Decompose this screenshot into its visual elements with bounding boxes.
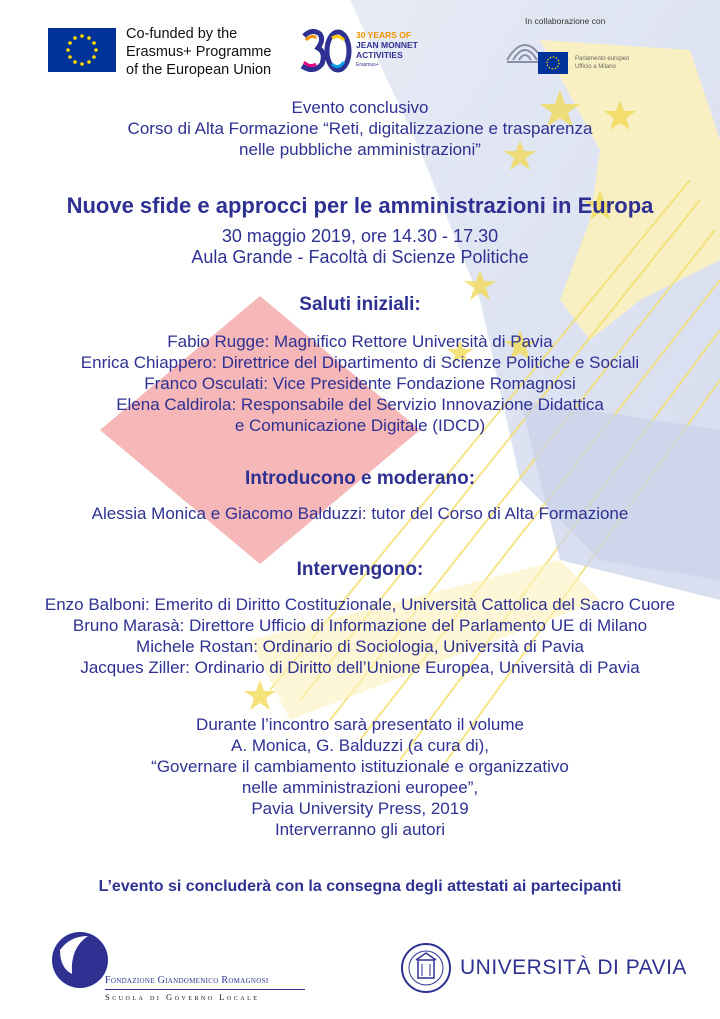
eu-funding-line: Co-funded by the bbox=[126, 26, 238, 42]
book-line: Pavia University Press, 2019 bbox=[251, 799, 469, 818]
moderators-line: Alessia Monica e Giacomo Balduzzi: tutor del Corso di Alta Formazione bbox=[91, 504, 629, 523]
greeting-line: Elena Caldirola: Responsabile del Servizio Innovazione Didattica bbox=[116, 395, 604, 414]
greeting-line: Franco Osculati: Vice Presidente Fondazione Romagnosi bbox=[144, 374, 576, 393]
speaker-line: Enzo Balboni: Emerito di Diritto Costituzionale, Università Cattolica del Sacro Cuore bbox=[44, 595, 676, 614]
eu-flag-icon bbox=[48, 28, 116, 72]
collaboration-block bbox=[520, 14, 710, 84]
speakers-list bbox=[0, 594, 720, 678]
ep-name-line: Parlamento europeo bbox=[575, 56, 630, 62]
greeting-line: e Comunicazione Digitale (IDCD) bbox=[234, 416, 486, 435]
intro-line: Corso di Alta Formazione “Reti, digitalizzazione e trasparenza bbox=[127, 119, 593, 138]
romagnosi-school: Scuola di Governo Locale bbox=[105, 992, 260, 1002]
romagnosi-logo bbox=[50, 930, 320, 1000]
romagnosi-circle-icon bbox=[50, 930, 110, 990]
speaker-line: Michele Rostan: Ordinario di Sociologia, Università di Pavia bbox=[136, 637, 584, 656]
book-line: “Governare il cambiamento istituzionale e organizzativo bbox=[151, 757, 569, 776]
unipv-name: UNIVERSITÀ DI PAVIA bbox=[460, 956, 687, 979]
speakers-heading: Intervengono: bbox=[296, 559, 424, 580]
romagnosi-rule bbox=[105, 989, 305, 990]
romagnosi-name: Fondazione Giandomenico Romagnosi bbox=[105, 975, 269, 986]
greeting-line: Enrica Chiappero: Direttrice del Dipartimento di Scienze Politiche e Sociali bbox=[80, 353, 640, 372]
eu-funding-line: Erasmus+ Programme bbox=[126, 44, 272, 60]
thirty-years-emblem-icon bbox=[298, 26, 354, 76]
event-title: Nuove sfide e approcci per le amministrazioni in Europa bbox=[66, 193, 654, 218]
book-line: A. Monica, G. Balduzzi (a cura di), bbox=[231, 736, 489, 755]
collaboration-label: In collaborazione con bbox=[525, 16, 606, 26]
intro-line: nelle pubbliche amministrazioni” bbox=[239, 140, 481, 159]
university-seal-icon bbox=[400, 942, 452, 994]
book-line: nelle amministrazioni europee”, bbox=[241, 778, 479, 797]
greeting-line: Fabio Rugge: Magnifico Rettore Università di Pavia bbox=[167, 332, 553, 351]
jm-activities-line: ACTIVITIES bbox=[356, 50, 403, 60]
book-line: Durante l’incontro sarà presentato il volume bbox=[196, 715, 524, 734]
jean-monnet-logo bbox=[298, 26, 428, 80]
closing-line: L’evento si concluderà con la consegna degli attestati ai partecipanti bbox=[98, 878, 622, 895]
intro-line: Evento conclusivo bbox=[291, 98, 429, 117]
jm-erasmus-label: Erasmus+ bbox=[356, 62, 379, 68]
speaker-line: Bruno Marasà: Direttore Ufficio di Informazione del Parlamento UE di Milano bbox=[72, 616, 648, 635]
jm-name-line: JEAN MONNET bbox=[356, 40, 418, 50]
intro-block bbox=[0, 97, 720, 160]
unipv-logo bbox=[400, 938, 687, 1002]
ep-office-line: Ufficio a Milano bbox=[575, 64, 616, 70]
greetings-list bbox=[0, 331, 720, 436]
jm-years-line: 30 YEARS OF bbox=[356, 30, 412, 40]
book-line: Interverranno gli autori bbox=[274, 820, 446, 839]
event-date: 30 maggio 2019, ore 14.30 - 17.30 bbox=[221, 226, 499, 246]
greetings-heading: Saluti iniziali: bbox=[299, 294, 421, 315]
erasmus-logo bbox=[48, 28, 288, 76]
book-block bbox=[0, 714, 720, 840]
eu-funding-line: of the European Union bbox=[126, 62, 272, 78]
event-venue: Aula Grande - Facoltà di Scienze Politiche bbox=[191, 247, 529, 267]
speaker-line: Jacques Ziller: Ordinario di Diritto dell’Unione Europea, Università di Pavia bbox=[80, 658, 640, 677]
moderators-heading: Introducono e moderano: bbox=[244, 468, 476, 489]
eu-flag-small-icon bbox=[538, 52, 568, 74]
